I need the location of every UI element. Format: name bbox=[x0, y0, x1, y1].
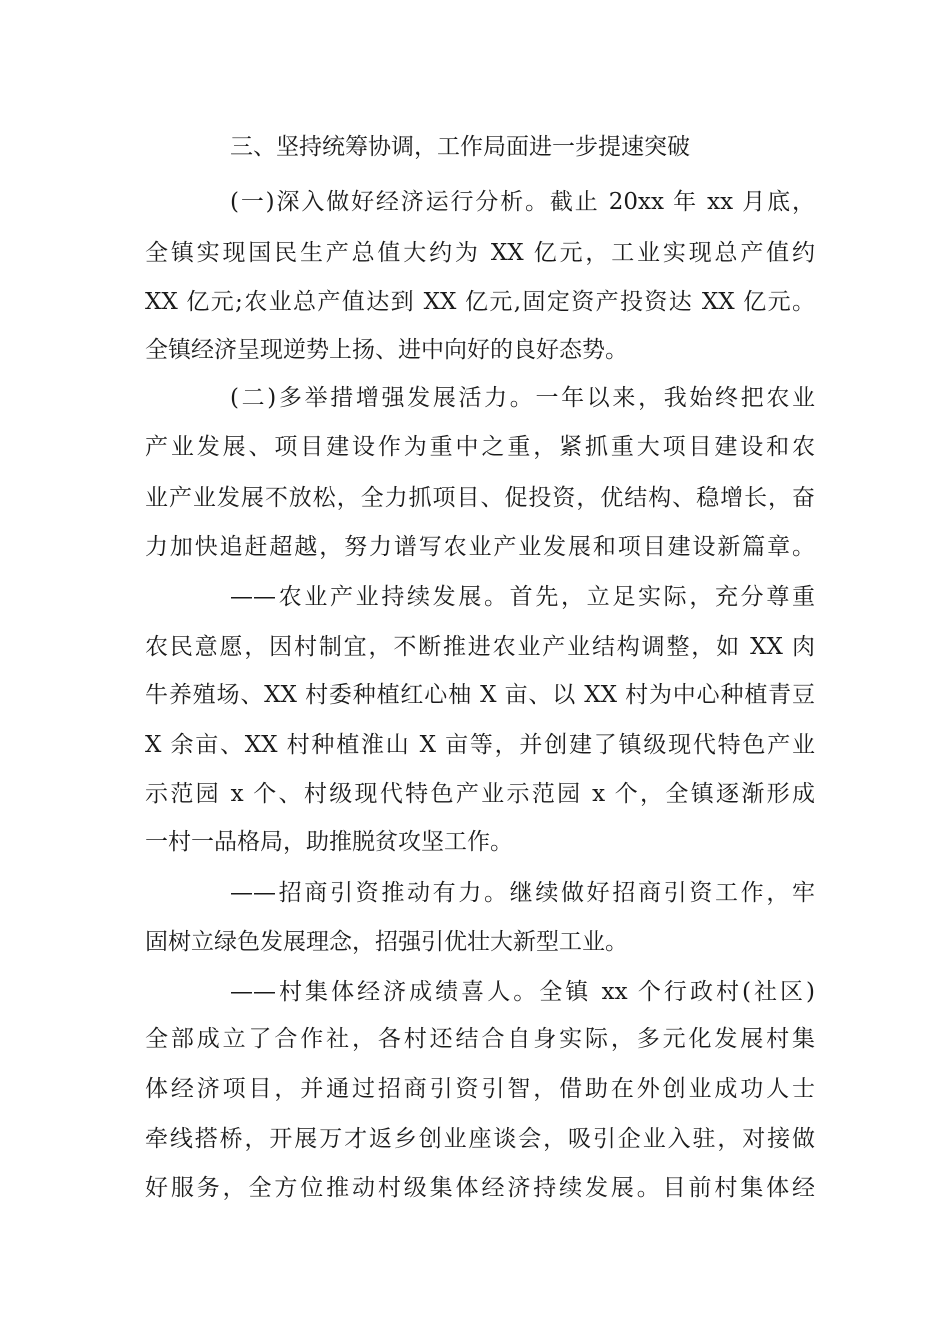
paragraph-line: 示范园 x 个、村级现代特色产业示范园 x 个，全镇逐渐形成 bbox=[145, 781, 815, 807]
paragraph-line: ——村集体经济成绩喜人。全镇 xx 个行政村(社区) bbox=[230, 979, 815, 1005]
paragraph-line: 全镇经济呈现逆势上扬、进中向好的良好态势。 bbox=[145, 337, 628, 363]
section-heading: 三、坚持统筹协调，工作局面进一步提速突破 bbox=[230, 134, 690, 160]
paragraph-line: X 余亩、XX 村种植淮山 X 亩等，并创建了镇级现代特色产业 bbox=[145, 732, 815, 758]
paragraph-line: 全镇实现国民生产总值大约为 XX 亿元，工业实现总产值约 bbox=[145, 240, 815, 266]
paragraph-line: 牛养殖场、XX 村委种植红心柚 X 亩、以 XX 村为中心种植青豆 bbox=[145, 682, 815, 708]
paragraph-line: 业产业发展不放松，全力抓项目、促投资，优结构、稳增长，奋 bbox=[145, 485, 815, 511]
paragraph-line: 产业发展、项目建设作为重中之重，紧抓重大项目建设和农 bbox=[145, 434, 815, 460]
paragraph-line: 固树立绿色发展理念，招强引优壮大新型工业。 bbox=[145, 929, 628, 955]
paragraph-line: ——招商引资推动有力。继续做好招商引资工作，牢 bbox=[230, 880, 815, 906]
paragraph-line: (一)深入做好经济运行分析。截止 20xx 年 xx 月底， bbox=[230, 189, 815, 215]
paragraph-line: 力加快追赶超越，努力谱写农业产业发展和项目建设新篇章。 bbox=[145, 534, 815, 560]
paragraph-line: 全部成立了合作社，各村还结合自身实际，多元化发展村集 bbox=[145, 1026, 815, 1052]
paragraph-line: 牵线搭桥，开展万才返乡创业座谈会，吸引企业入驻，对接做 bbox=[145, 1126, 815, 1152]
paragraph-line: ——农业产业持续发展。首先，立足实际，充分尊重 bbox=[230, 584, 815, 610]
paragraph-line: 农民意愿，因村制宜，不断推进农业产业结构调整，如 XX 肉 bbox=[145, 634, 815, 660]
paragraph-line: 好服务，全方位推动村级集体经济持续发展。目前村集体经 bbox=[145, 1175, 815, 1201]
paragraph-line: (二)多举措增强发展活力。一年以来，我始终把农业 bbox=[230, 385, 815, 411]
paragraph-line: 体经济项目，并通过招商引资引智，借助在外创业成功人士 bbox=[145, 1076, 815, 1102]
paragraph-line: XX 亿元;农业总产值达到 XX 亿元,固定资产投资达 XX 亿元。 bbox=[145, 289, 815, 315]
paragraph-line: 一村一品格局，助推脱贫攻坚工作。 bbox=[145, 829, 513, 855]
